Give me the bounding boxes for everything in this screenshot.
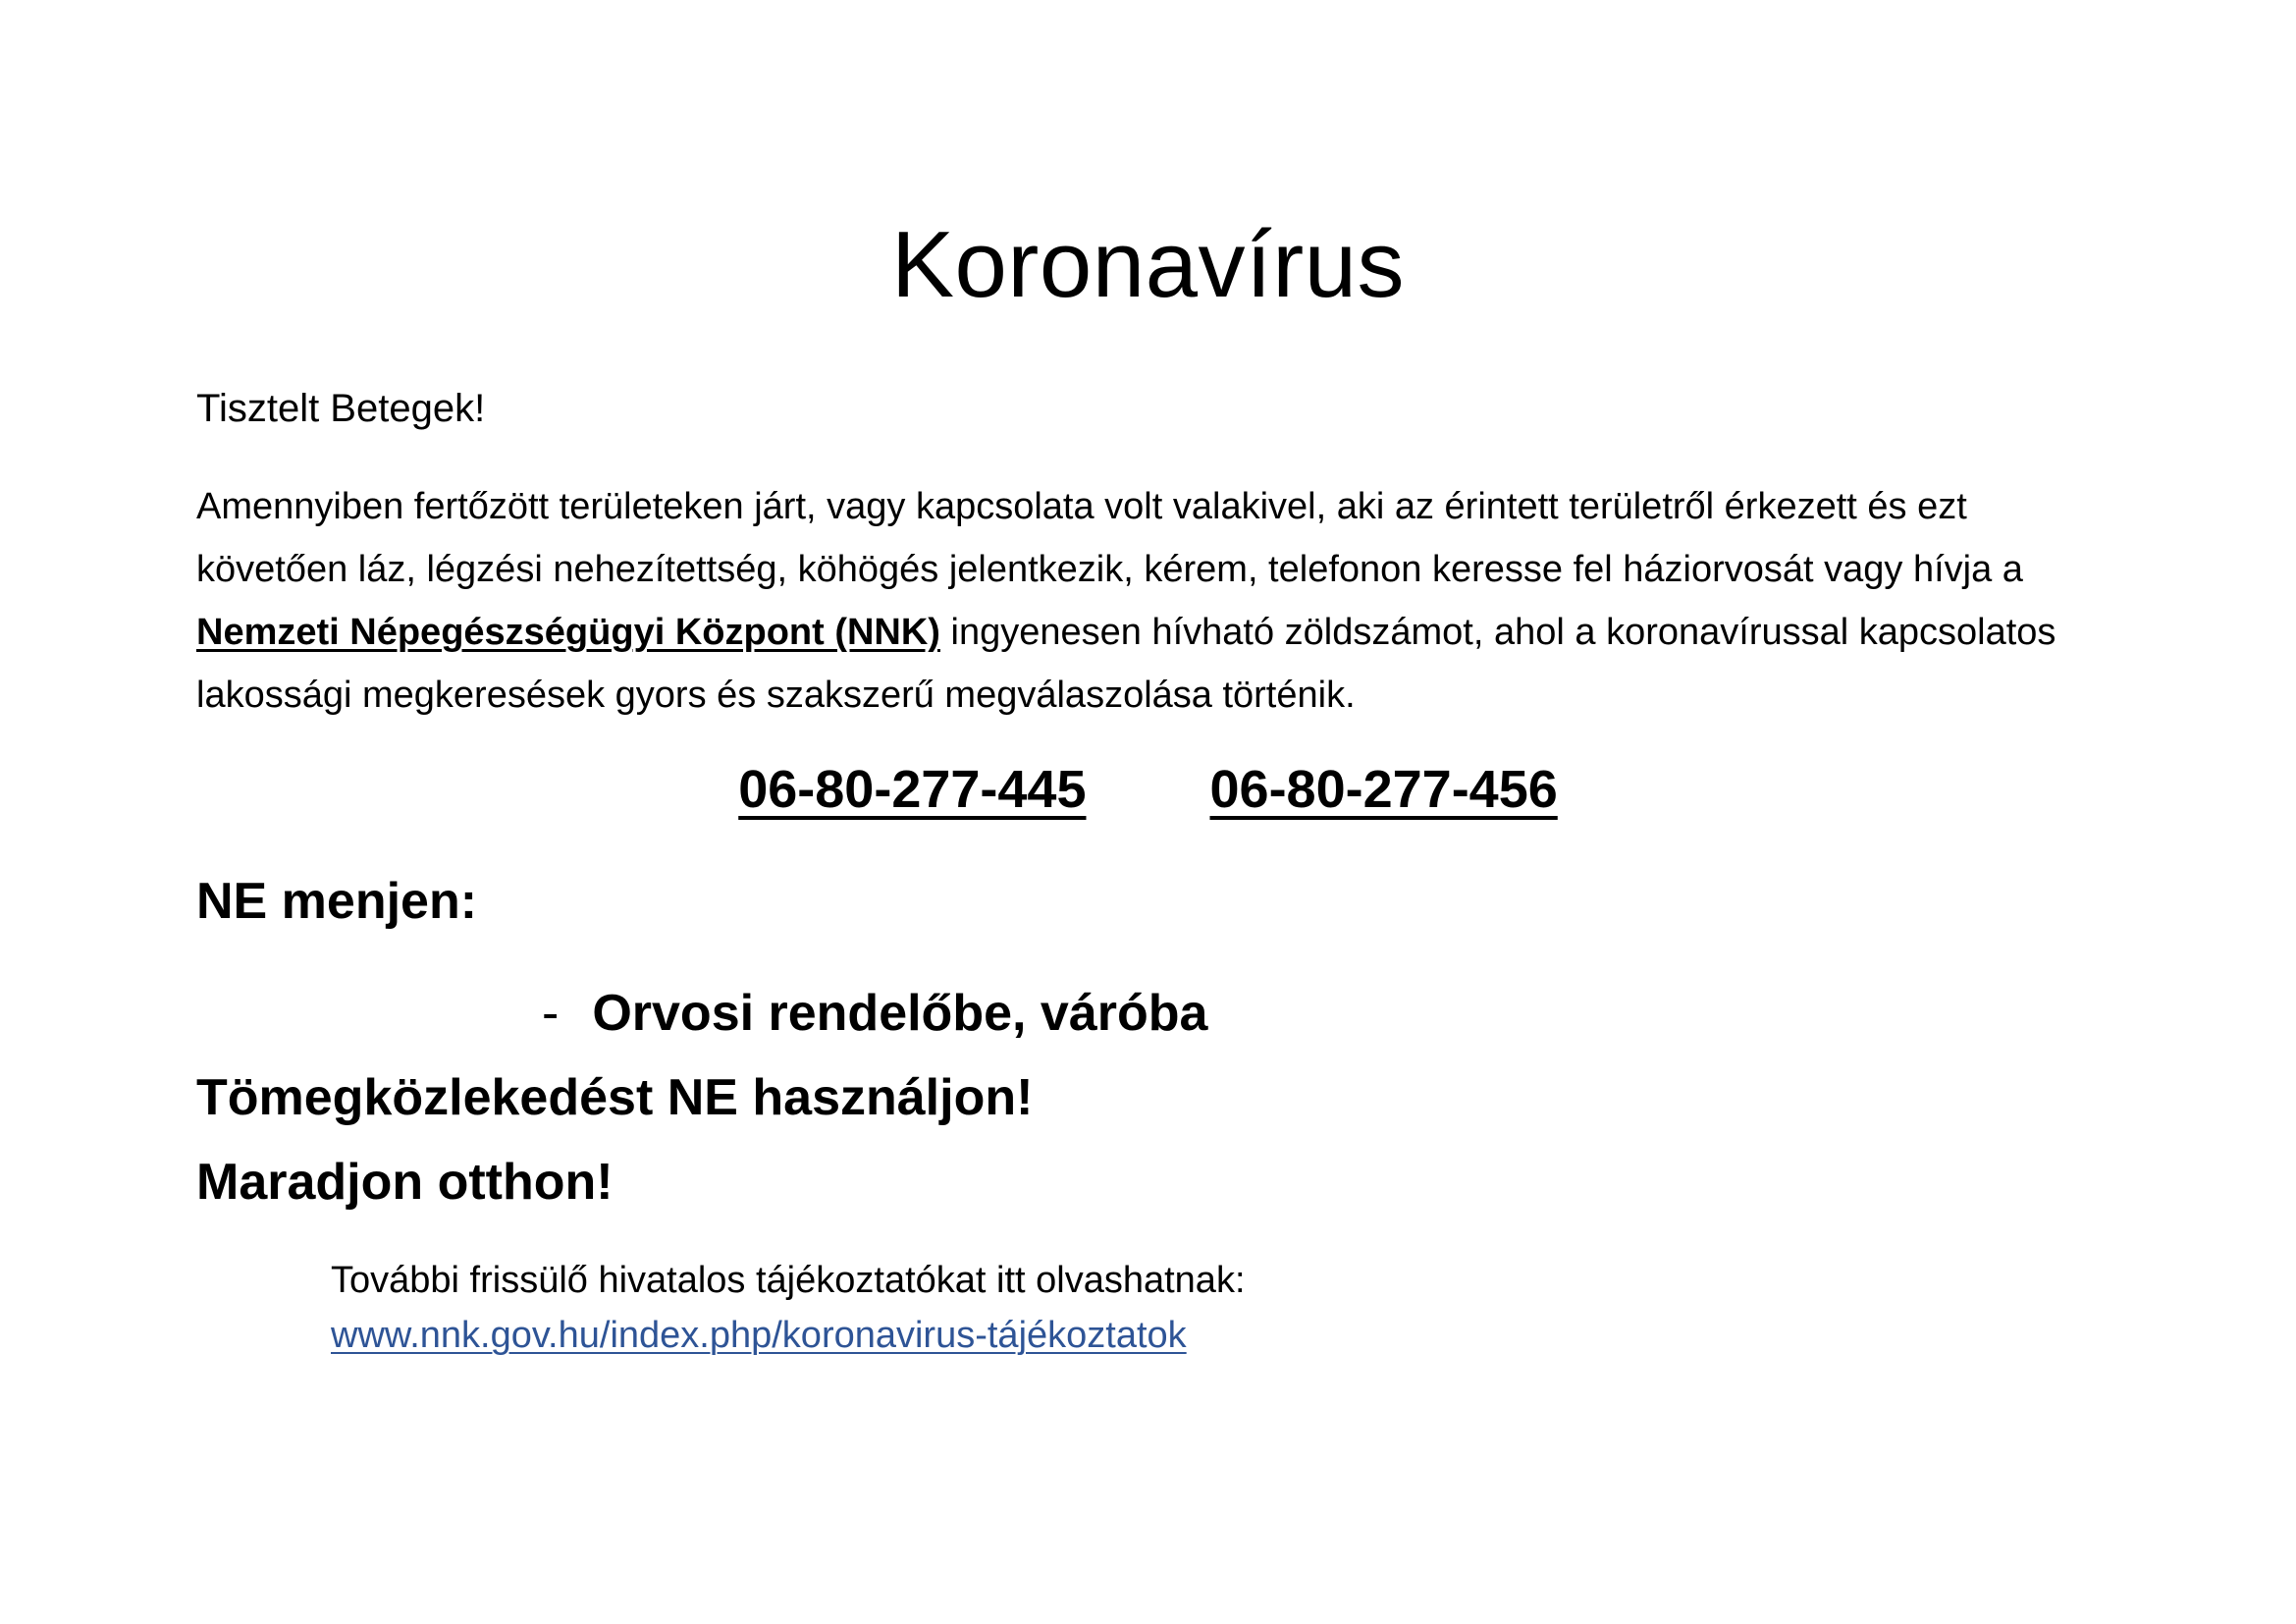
list-item-text: Orvosi rendelőbe, váróba: [592, 985, 1208, 1042]
nnk-link[interactable]: Nemzeti Népegészségügyi Központ (NNK): [196, 612, 940, 653]
dash-bullet: -: [542, 985, 560, 1042]
tomegkozlekedes-warning: Tömegközlekedést NE használjon!: [196, 1069, 1034, 1126]
paragraph-outro-text: ingyenesen hívható zöldszámot, ahol a koronavírussal kapcsolatos lakossági megkeresések gyors és szakszerű megválaszolása történik.: [196, 612, 2056, 716]
phone-numbers: [0, 754, 2296, 825]
paragraph-intro-text: Amennyiben fertőzött területeken járt, vagy kapcsolata volt valakivel, aki az érintett területről érkezett és ezt követően láz, légzési nehezítettség, köhögés jelentkezik, kérem, telefonon keresse fel háziorvosát vagy hívja a: [196, 486, 2023, 590]
page-title: Koronavírus: [890, 212, 1406, 317]
body-paragraph: [196, 475, 2120, 727]
info-text: További frissülő hivatalos tájékoztatókat itt olvashatnak:: [331, 1260, 1246, 1301]
nnk-url-link[interactable]: www.nnk.gov.hu/index.php/koronavirus-tájékoztatok: [331, 1315, 1187, 1356]
ne-menjen-heading: NE menjen:: [196, 873, 478, 930]
greeting-text: Tisztelt Betegek!: [196, 387, 486, 430]
phone-number-2[interactable]: 06-80-277-456: [1209, 760, 1558, 819]
list-item: [542, 978, 1207, 1049]
maradjon-otthon-warning: Maradjon otthon!: [196, 1154, 614, 1211]
phone-number-1[interactable]: 06-80-277-445: [738, 760, 1087, 819]
